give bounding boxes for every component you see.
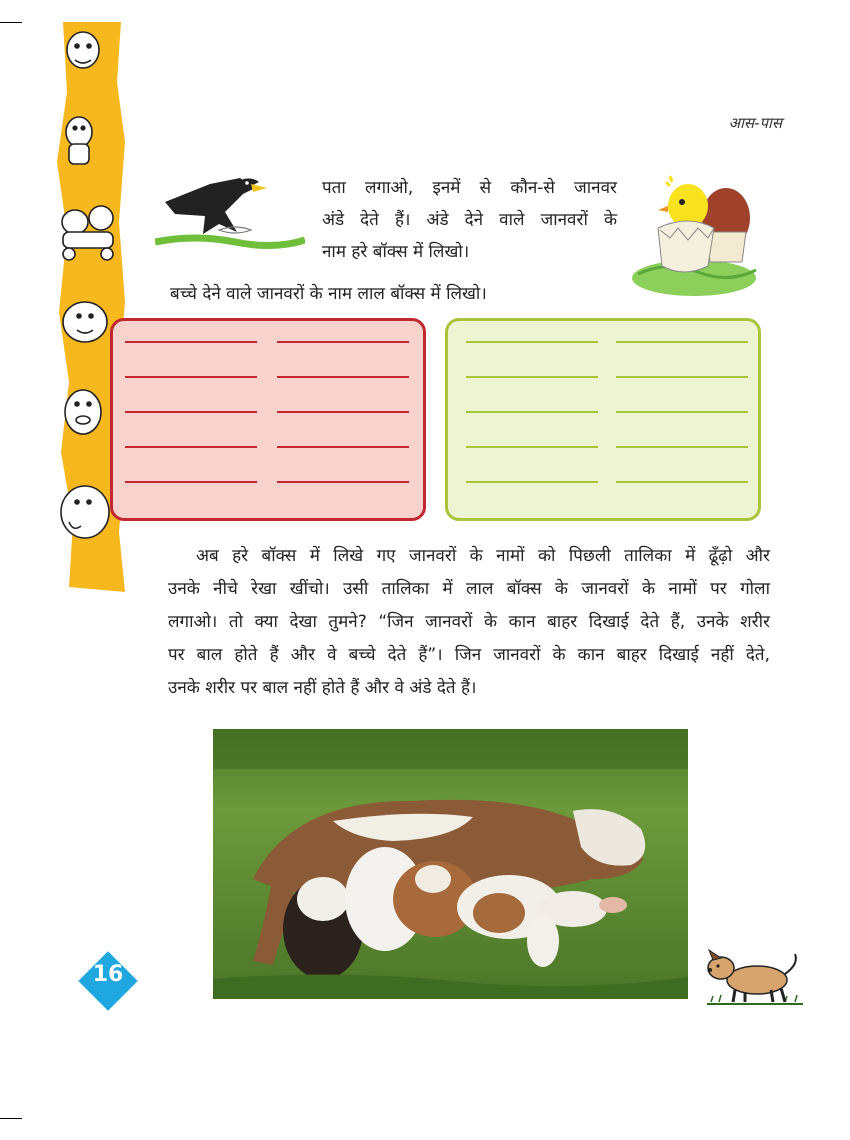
write-line[interactable]	[616, 341, 748, 343]
paragraph-line: अब हरे बॉक्स में लिखे गए जानवरों के नामों को पिछली तालिका में ढूँढ़ो और	[196, 546, 770, 566]
write-line[interactable]	[277, 376, 409, 378]
write-line[interactable]	[616, 446, 748, 448]
page-number: 16	[92, 962, 124, 987]
intro-line: अंडे देते हैं। अंडे देने वाले जानवरों के	[322, 210, 617, 230]
write-line[interactable]	[616, 411, 748, 413]
page-header: आस-पास	[728, 114, 782, 132]
red-answer-box[interactable]	[110, 318, 426, 521]
write-line[interactable]	[125, 481, 257, 483]
green-answer-box[interactable]	[445, 318, 761, 521]
write-line[interactable]	[277, 341, 409, 343]
dog-illustration	[705, 948, 805, 1010]
write-line[interactable]	[616, 481, 748, 483]
crow-illustration	[155, 172, 305, 254]
paragraph-line: उनके शरीर पर बाल नहीं होते हैं और वे अंडे देते हैं।	[168, 678, 477, 698]
paragraph-line: लगाओ। तो क्या देखा तुमने? “जिन जानवरों के कान बाहर दिखाई देते हैं, उनके शरीर	[168, 612, 770, 632]
intro-line: पता लगाओ, इनमें से कौन-से जानवर	[322, 178, 617, 198]
chick-egg-illustration	[628, 162, 758, 300]
crop-mark	[0, 1118, 22, 1119]
intro-text	[322, 172, 617, 268]
write-line[interactable]	[125, 376, 257, 378]
intro-line: नाम हरे बॉक्स में लिखो।	[322, 242, 470, 262]
write-line[interactable]	[125, 411, 257, 413]
write-line[interactable]	[466, 341, 598, 343]
write-line[interactable]	[466, 481, 598, 483]
paragraph-line: उनके नीचे रेखा खींचो। उसी तालिका में लाल बॉक्स के जानवरों के नामों पर गोला	[168, 579, 770, 599]
write-line[interactable]	[616, 376, 748, 378]
body-paragraph	[168, 540, 770, 705]
write-line[interactable]	[466, 411, 598, 413]
write-line[interactable]	[466, 446, 598, 448]
paragraph-line: पर बाल होते हैं और वे बच्चे देते हैं”। जिन जानवरों के कान बाहर दिखाई नहीं देते,	[168, 645, 770, 665]
write-line[interactable]	[125, 446, 257, 448]
dog-nursing-puppies-photo	[213, 729, 688, 999]
write-line[interactable]	[125, 341, 257, 343]
write-line[interactable]	[466, 376, 598, 378]
write-line[interactable]	[277, 481, 409, 483]
red-box-instruction: बच्चे देने वाले जानवरों के नाम लाल बॉक्स में लिखो।	[170, 284, 487, 304]
write-line[interactable]	[277, 446, 409, 448]
write-line[interactable]	[277, 411, 409, 413]
crop-mark	[0, 22, 22, 23]
